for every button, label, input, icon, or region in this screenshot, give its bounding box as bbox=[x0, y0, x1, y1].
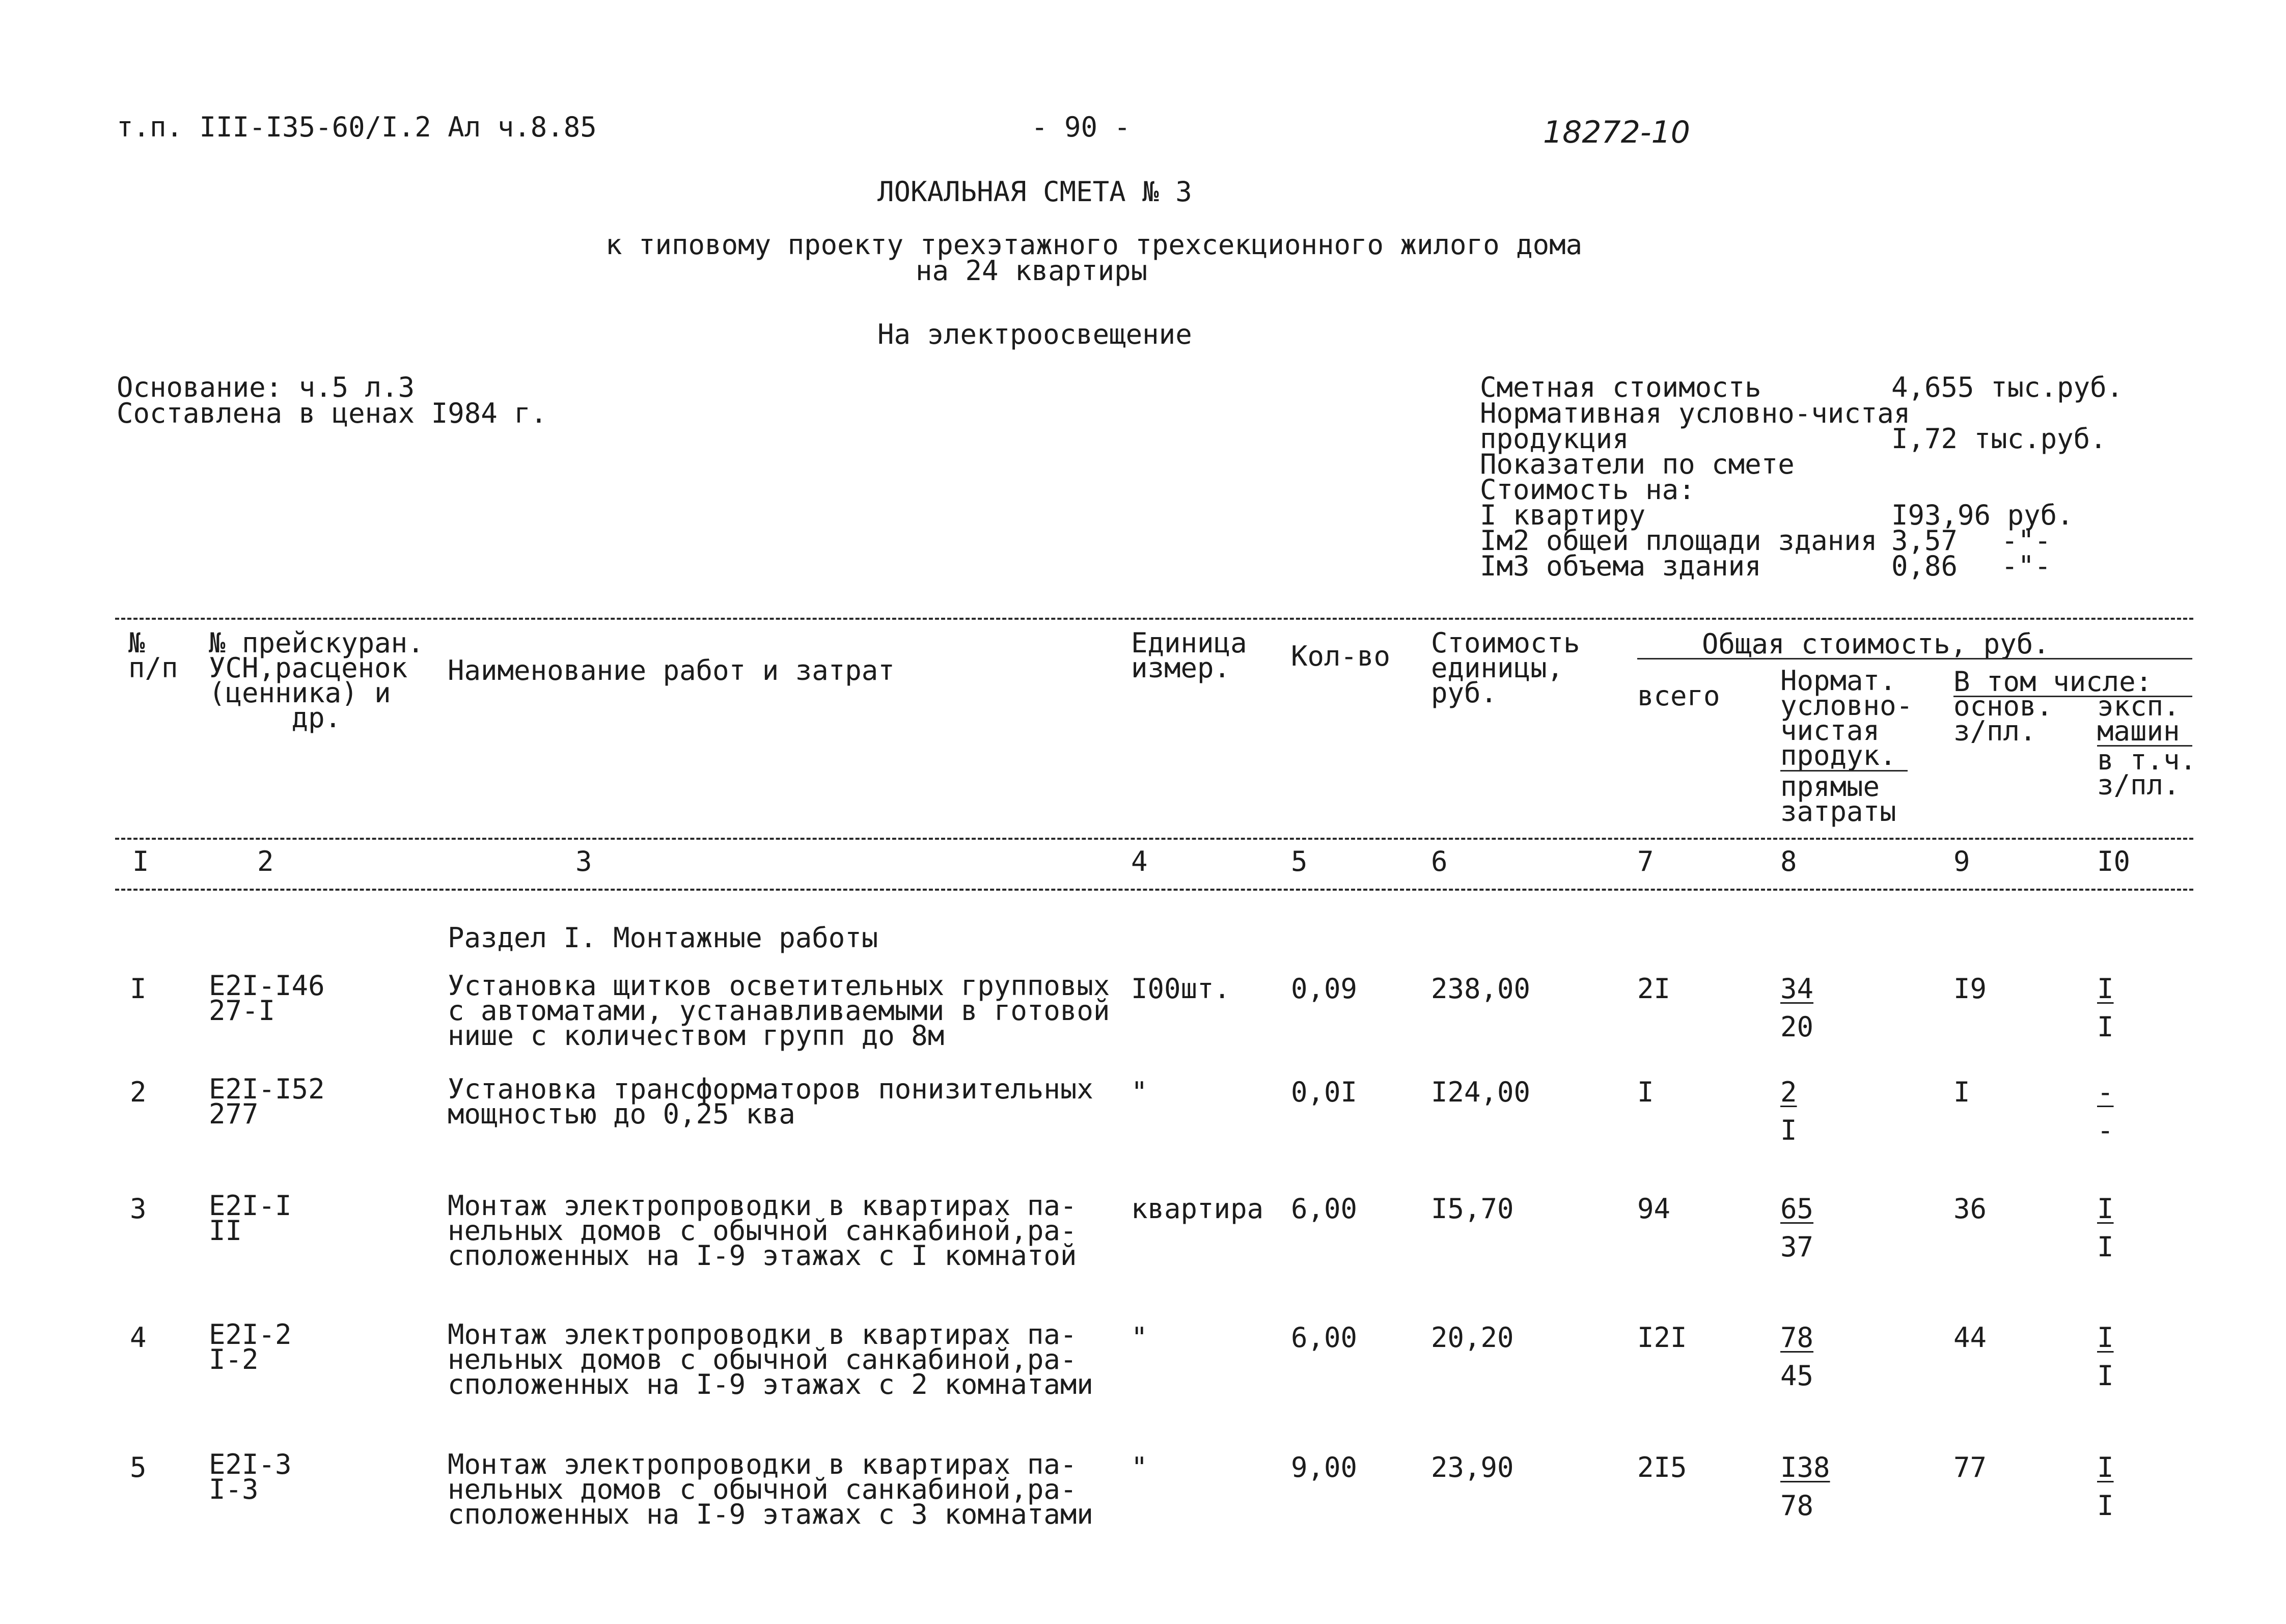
net-product-label-line2: продукция bbox=[1480, 423, 1629, 455]
machine-wages-value: I bbox=[2097, 1360, 2114, 1392]
machine-operation-value: - bbox=[2097, 1076, 2114, 1108]
header-total-cost-group: Общая стоимость, руб. bbox=[1702, 628, 2050, 660]
base-wages: 77 bbox=[1953, 1451, 1987, 1483]
price-code: Е2I-3 I-3 bbox=[209, 1448, 292, 1505]
work-name: Монтаж электропроводки в квартирах па- нельных домов с обычной санкабиной,ра- сположенных на I-9 этажах с 3 комнатами bbox=[448, 1448, 1093, 1530]
header-price-code: № прейскуран. УСН,расценок (ценника) и др. bbox=[209, 627, 424, 734]
quantity: 6,00 bbox=[1291, 1322, 1358, 1354]
net-product-value: 34 bbox=[1780, 973, 1814, 1005]
estimate-cost-label: Сметная стоимость bbox=[1480, 371, 1761, 403]
quantity: 9,00 bbox=[1291, 1451, 1358, 1483]
per-m3-unit: -"- bbox=[2001, 550, 2051, 582]
header-total: всего bbox=[1637, 680, 1720, 712]
document-subtitle-line1: к типовому проекту трехэтажного трехсекционного жилого дома bbox=[605, 229, 1583, 261]
total-cost: I2I bbox=[1637, 1322, 1687, 1354]
price-code: Е2I-I52 277 bbox=[209, 1073, 325, 1130]
price-year-line: Составлена в ценах I984 г. bbox=[117, 397, 547, 429]
column-number: 4 bbox=[1131, 845, 1148, 877]
column-number: 6 bbox=[1431, 845, 1448, 877]
row-number: 4 bbox=[130, 1322, 147, 1354]
machine-wages-value: I bbox=[2097, 1490, 2114, 1522]
total-cost: 94 bbox=[1637, 1193, 1671, 1225]
cost-per-label: Стоимость на: bbox=[1480, 474, 1695, 506]
machine-operation-value: I bbox=[2097, 973, 2114, 1005]
per-m2-label: Iм2 общей площади здания bbox=[1480, 525, 1878, 557]
document-number: 18272-10 bbox=[1543, 115, 1690, 150]
machine-wages-value: - bbox=[2097, 1114, 2114, 1146]
quantity: 0,09 bbox=[1291, 973, 1358, 1005]
per-m2-unit: -"- bbox=[2001, 525, 2051, 557]
unit-cost: I24,00 bbox=[1431, 1076, 1531, 1108]
net-product-value: I38 bbox=[1780, 1451, 1830, 1483]
price-code: Е2I-I II bbox=[209, 1190, 292, 1247]
per-apartment-label: I квартиру bbox=[1480, 499, 1646, 531]
header-work-name: Наименование работ и затрат bbox=[448, 654, 895, 686]
row-number: 2 bbox=[130, 1076, 147, 1108]
unit: квартира bbox=[1131, 1193, 1264, 1225]
column-number: 2 bbox=[257, 845, 274, 877]
price-code: Е2I-I46 27-I bbox=[209, 970, 325, 1027]
work-name: Монтаж электропроводки в квартирах па- нельных домов с обычной санкабиной,ра- сположенных на I-9 этажах с I комнатой bbox=[448, 1190, 1077, 1272]
column-number: I bbox=[132, 845, 149, 877]
unit-cost: I5,70 bbox=[1431, 1193, 1514, 1225]
unit-cost: 20,20 bbox=[1431, 1322, 1514, 1354]
total-cost: I bbox=[1637, 1076, 1654, 1108]
per-m2-value: 3,57 bbox=[1891, 525, 1958, 557]
machine-operation-value: I bbox=[2097, 1451, 2114, 1483]
column-number: 8 bbox=[1780, 845, 1797, 877]
direct-costs-value: 37 bbox=[1780, 1231, 1814, 1263]
header-quantity: Кол-во bbox=[1291, 640, 1391, 672]
machine-operation-value: I bbox=[2097, 1193, 2114, 1225]
price-code: Е2I-2 I-2 bbox=[209, 1318, 292, 1375]
work-name: Монтаж электропроводки в квартирах па- нельных домов с обычной санкабиной,ра- сположенных на I-9 этажах с 2 комнатами bbox=[448, 1318, 1093, 1400]
per-apartment-value: I93,96 руб. bbox=[1891, 499, 2074, 531]
document-subtitle-line2: на 24 квартиры bbox=[916, 255, 1148, 287]
net-product-value: 2 bbox=[1780, 1076, 1797, 1108]
unit: I00шт. bbox=[1131, 973, 1231, 1005]
column-number: 5 bbox=[1291, 845, 1308, 877]
column-number-rule bbox=[115, 889, 2193, 891]
header-net-product: Нормат. условно- чистая продук. bbox=[1780, 665, 1913, 772]
quantity: 0,0I bbox=[1291, 1076, 1358, 1108]
total-cost: 2I5 bbox=[1637, 1451, 1687, 1483]
column-number: 9 bbox=[1953, 845, 1970, 877]
base-wages: I9 bbox=[1953, 973, 1987, 1005]
per-m3-value: 0,86 bbox=[1891, 550, 1958, 582]
page-number: - 90 - bbox=[1031, 111, 1131, 143]
base-wages: I bbox=[1953, 1076, 1970, 1108]
column-number: 3 bbox=[575, 845, 592, 877]
quantity: 6,00 bbox=[1291, 1193, 1358, 1225]
estimate-subject: На электроосвещение bbox=[877, 318, 1192, 350]
column-number: 7 bbox=[1637, 845, 1654, 877]
header-direct-costs: прямые затраты bbox=[1780, 770, 1896, 828]
net-product-value: I,72 тыс.руб. bbox=[1891, 423, 2107, 455]
direct-costs-value: 78 bbox=[1780, 1490, 1814, 1522]
header-unit: Единица измер. bbox=[1131, 627, 1247, 684]
table-top-rule bbox=[115, 618, 2193, 620]
machine-operation-value: I bbox=[2097, 1322, 2114, 1354]
net-product-label-line1: Нормативная условно-чистая bbox=[1480, 397, 1911, 429]
header-row-number: № п/п bbox=[128, 627, 178, 684]
header-base-wages: основ. з/пл. bbox=[1953, 690, 2053, 747]
work-name: Установка трансформаторов понизительных мощностью до 0,25 ква bbox=[448, 1073, 1093, 1130]
work-name: Установка щитков осветительных групповых с автоматами, устанавливаемыми в готовой нише с количеством групп до 8м bbox=[448, 970, 1110, 1052]
net-product-value: 65 bbox=[1780, 1193, 1814, 1225]
unit-cost: 238,00 bbox=[1431, 973, 1531, 1005]
machine-wages-value: I bbox=[2097, 1231, 2114, 1263]
header-total-cost-rule bbox=[1637, 658, 2192, 659]
basis-line: Основание: ч.5 л.3 bbox=[117, 371, 415, 403]
header-machine-operation: эксп. машин bbox=[2097, 690, 2180, 747]
estimate-cost-value: 4,655 тыс.руб. bbox=[1891, 371, 2124, 403]
header-bottom-rule bbox=[115, 838, 2193, 840]
row-number: 5 bbox=[130, 1451, 147, 1483]
header-included-group: В том числе: bbox=[1953, 666, 2153, 698]
document-title: ЛОКАЛЬНАЯ СМЕТА № 3 bbox=[877, 176, 1192, 208]
machine-wages-value: I bbox=[2097, 1011, 2114, 1043]
unit-cost: 23,90 bbox=[1431, 1451, 1514, 1483]
header-unit-cost: Стоимость единицы, руб. bbox=[1431, 627, 1580, 709]
unit: " bbox=[1131, 1322, 1148, 1354]
header-machine-wages: в т.ч. з/пл. bbox=[2097, 744, 2197, 801]
unit: " bbox=[1131, 1451, 1148, 1483]
direct-costs-value: I bbox=[1780, 1114, 1797, 1146]
section-title: Раздел I. Монтажные работы bbox=[448, 922, 878, 954]
direct-costs-value: 20 bbox=[1780, 1011, 1814, 1043]
per-m3-label: Iм3 объема здания bbox=[1480, 550, 1761, 582]
row-number: 3 bbox=[130, 1193, 147, 1225]
net-product-value: 78 bbox=[1780, 1322, 1814, 1354]
base-wages: 36 bbox=[1953, 1193, 1987, 1225]
row-number: I bbox=[130, 973, 147, 1005]
indicators-label: Показатели по смете bbox=[1480, 448, 1795, 480]
direct-costs-value: 45 bbox=[1780, 1360, 1814, 1392]
unit: " bbox=[1131, 1076, 1148, 1108]
column-number: I0 bbox=[2097, 845, 2131, 877]
document-reference: т.п. III-I35-60/I.2 Ал ч.8.85 bbox=[117, 111, 597, 143]
base-wages: 44 bbox=[1953, 1322, 1987, 1354]
total-cost: 2I bbox=[1637, 973, 1671, 1005]
